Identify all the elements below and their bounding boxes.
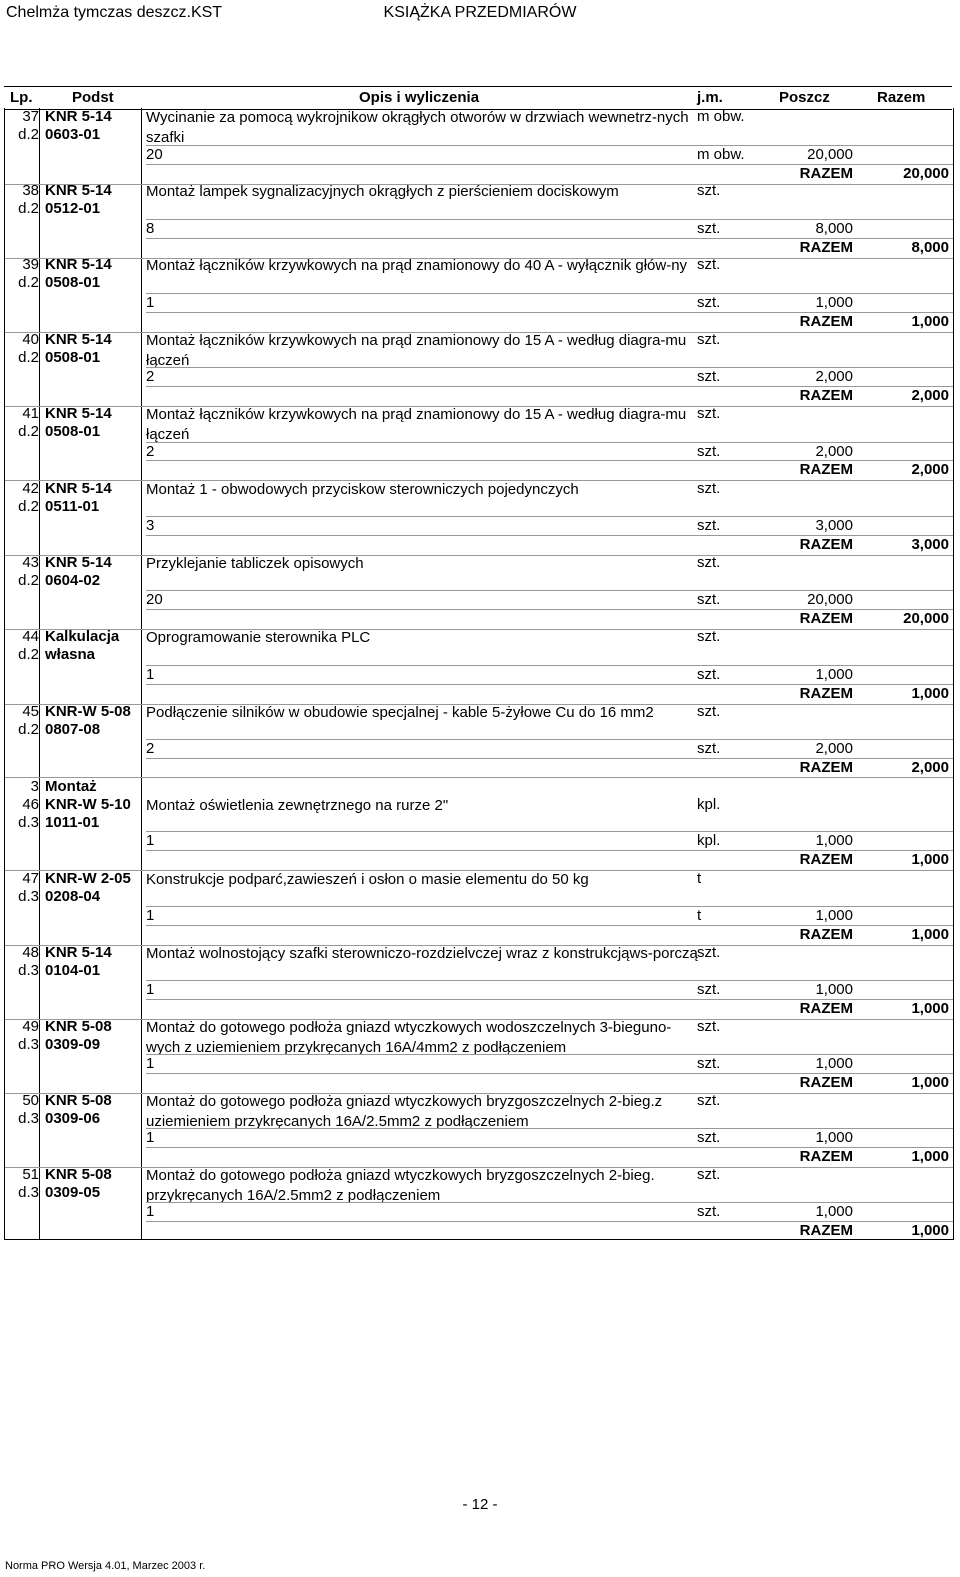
- item-description: Podłączenie silników w obudowie specjalnej - kable 5-żyłowe Cu do 16 mm2: [146, 704, 654, 721]
- quantity-unit: szt.: [697, 517, 721, 534]
- basis-number: 0104-01: [45, 962, 101, 979]
- razem-value: 1,000: [911, 1148, 949, 1165]
- basis-code: Kalkulacja: [45, 628, 120, 645]
- basis-number: 0508-01: [45, 274, 101, 291]
- table-body: [4, 108, 954, 1240]
- basis-code: KNR 5-14: [45, 108, 112, 125]
- section-label: Montaż: [45, 778, 97, 795]
- razem-label: RAZEM: [799, 1074, 853, 1091]
- item-unit: szt.: [697, 628, 721, 645]
- page-number: - 12 -: [462, 1496, 498, 1513]
- basis-number: 0208-04: [45, 888, 101, 905]
- razem-value: 2,000: [911, 387, 949, 404]
- row-divider: [146, 516, 953, 517]
- item-number: 46: [22, 796, 39, 813]
- item-description: Montaż do gotowego podłoża gniazd wtyczkowych wodoszczelnych 3-bieguno-wych z uziemieniem przykręcanych 16A/4mm2 z podłączeniem: [146, 1019, 672, 1056]
- item-number: 42: [22, 480, 39, 497]
- quantity-value: 3,000: [815, 517, 853, 534]
- basis-code: KNR 5-08: [45, 1018, 112, 1035]
- quantity-expression: 2: [146, 443, 155, 460]
- quantity-expression: 1: [146, 666, 155, 683]
- item-unit: szt.: [697, 405, 721, 422]
- section-number: 3: [30, 778, 39, 795]
- razem-label: RAZEM: [799, 1148, 853, 1165]
- item-subsection: d.3: [18, 1184, 39, 1201]
- row-divider: [146, 1128, 953, 1129]
- basis-code: KNR 5-14: [45, 182, 112, 199]
- column-divider: [141, 108, 142, 1239]
- item-subsection: d.2: [18, 646, 39, 663]
- basis-number: 0604-02: [45, 572, 101, 589]
- quantity-value: 1,000: [815, 1203, 853, 1220]
- item-unit: szt.: [697, 480, 721, 497]
- row-divider: [146, 1073, 953, 1074]
- item-description: Montaż oświetlenia zewnętrznego na rurze 2": [146, 797, 449, 814]
- row-divider: [146, 850, 953, 851]
- quantity-value: 1,000: [815, 294, 853, 311]
- column-header-row: [4, 86, 952, 110]
- quantity-unit: szt.: [697, 294, 721, 311]
- quantity-unit: t: [697, 907, 702, 924]
- item-number: 41: [22, 405, 39, 422]
- basis-code: KNR 5-08: [45, 1092, 112, 1109]
- item-subsection: d.2: [18, 572, 39, 589]
- quantity-value: 1,000: [815, 1055, 853, 1072]
- quantity-unit: szt.: [697, 981, 721, 998]
- basis-code: KNR-W 5-10: [45, 796, 131, 813]
- item-unit: szt.: [697, 703, 721, 720]
- razem-value: 1,000: [911, 685, 949, 702]
- basis-code: KNR 5-08: [45, 1166, 112, 1183]
- item-description: Oprogramowanie sterownika PLC: [146, 629, 371, 646]
- item-subsection: d.2: [18, 126, 39, 143]
- item-subsection: d.3: [18, 962, 39, 979]
- quantity-value: 2,000: [815, 740, 853, 757]
- quantity-unit: szt.: [697, 591, 721, 608]
- item-description: Wycinanie za pomocą wykrojnikow okrągłych otworów w drzwiach wewnetrz-nych szafki: [146, 109, 689, 146]
- item-subsection: d.2: [18, 349, 39, 366]
- item-number: 50: [22, 1092, 39, 1109]
- col-jm: j.m.: [697, 89, 723, 106]
- quantity-value: 2,000: [815, 443, 853, 460]
- razem-label: RAZEM: [799, 685, 853, 702]
- item-number: 38: [22, 182, 39, 199]
- item-subsection: d.2: [18, 498, 39, 515]
- row-divider: [146, 1221, 953, 1222]
- row-divider: [146, 1054, 953, 1055]
- razem-value: 1,000: [911, 1000, 949, 1017]
- col-razem: Razem: [877, 89, 926, 106]
- item-description: Konstrukcje podparć,zawieszeń i osłon o masie elementu do 50 kg: [146, 871, 589, 888]
- razem-label: RAZEM: [799, 851, 853, 868]
- quantity-value: 1,000: [815, 981, 853, 998]
- item-unit: m obw.: [697, 108, 745, 125]
- basis-code: KNR-W 5-08: [45, 703, 131, 720]
- item-unit: szt.: [697, 256, 721, 273]
- razem-label: RAZEM: [799, 165, 853, 182]
- col-podst: Podst: [72, 89, 114, 106]
- row-divider: [146, 1147, 953, 1148]
- basis-number: 0512-01: [45, 200, 101, 217]
- quantity-expression: 20: [146, 146, 163, 163]
- basis-number: 0309-05: [45, 1184, 101, 1201]
- razem-label: RAZEM: [799, 926, 853, 943]
- column-divider: [39, 108, 40, 1239]
- quantity-expression: 1: [146, 832, 155, 849]
- razem-value: 1,000: [911, 1222, 949, 1239]
- col-lp: Lp.: [10, 89, 33, 106]
- quantity-unit: szt.: [697, 1203, 721, 1220]
- item-unit: szt.: [697, 182, 721, 199]
- quantity-value: 20,000: [807, 146, 853, 163]
- item-subsection: d.2: [18, 423, 39, 440]
- basis-code: KNR 5-14: [45, 405, 112, 422]
- row-divider: [146, 925, 953, 926]
- row-divider: [146, 906, 953, 907]
- row-divider: [146, 145, 953, 146]
- quantity-value: 1,000: [815, 666, 853, 683]
- basis-number: 0807-08: [45, 721, 101, 738]
- razem-label: RAZEM: [799, 461, 853, 478]
- quantity-expression: 1: [146, 1129, 155, 1146]
- basis-code: KNR 5-14: [45, 256, 112, 273]
- item-description: Montaż łączników krzywkowych na prąd znamionowy do 15 A - według diagra-mu łączeń: [146, 406, 687, 443]
- quantity-expression: 1: [146, 981, 155, 998]
- row-divider: [146, 386, 953, 387]
- item-description: Montaż lampek sygnalizacyjnych okrągłych z pierścieniem dociskowym: [146, 183, 619, 200]
- row-divider: [146, 535, 953, 536]
- row-divider: [146, 684, 953, 685]
- row-divider: [146, 238, 953, 239]
- basis-number: 1011-01: [45, 814, 100, 831]
- quantity-unit: szt.: [697, 443, 721, 460]
- item-subsection: d.3: [18, 888, 39, 905]
- item-description: Montaż do gotowego podłoża gniazd wtyczkowych bryzgoszczelnych 2-bieg. przykręcanych 16A/2.5mm2 z podłączeniem: [146, 1167, 655, 1204]
- row-divider: [146, 293, 953, 294]
- quantity-unit: szt.: [697, 1129, 721, 1146]
- item-number: 39: [22, 256, 39, 273]
- razem-label: RAZEM: [799, 759, 853, 776]
- razem-label: RAZEM: [799, 1222, 853, 1239]
- basis-number: 0309-09: [45, 1036, 101, 1053]
- basis-number: własna: [45, 646, 96, 663]
- quantity-expression: 1: [146, 1203, 155, 1220]
- row-divider: [146, 831, 953, 832]
- item-description: Montaż łączników krzywkowych na prąd znamionowy do 40 A - wyłącznik głów-ny: [146, 257, 688, 274]
- item-subsection: d.3: [18, 1036, 39, 1053]
- item-subsection: d.2: [18, 200, 39, 217]
- quantity-unit: szt.: [697, 1055, 721, 1072]
- quantity-value: 20,000: [807, 591, 853, 608]
- item-description: Montaż wolnostojący szafki sterowniczo-rozdzielvczej wraz z konstrukcjąws-porczą: [146, 945, 698, 962]
- razem-label: RAZEM: [799, 610, 853, 627]
- item-unit: t: [697, 870, 702, 887]
- razem-label: RAZEM: [799, 313, 853, 330]
- razem-value: 1,000: [911, 1074, 949, 1091]
- item-unit: szt.: [697, 1166, 721, 1183]
- quantity-expression: 20: [146, 591, 163, 608]
- razem-value: 20,000: [903, 610, 949, 627]
- basis-code: KNR 5-14: [45, 944, 112, 961]
- col-opis: Opis i wyliczenia: [359, 89, 480, 106]
- razem-value: 1,000: [911, 313, 949, 330]
- quantity-expression: 2: [146, 740, 155, 757]
- item-description: Przyklejanie tabliczek opisowych: [146, 555, 364, 572]
- item-number: 47: [22, 870, 39, 887]
- row-divider: [146, 758, 953, 759]
- razem-value: 1,000: [911, 851, 949, 868]
- quantity-value: 1,000: [815, 907, 853, 924]
- razem-value: 8,000: [911, 239, 949, 256]
- quantity-unit: szt.: [697, 740, 721, 757]
- row-divider: [146, 460, 953, 461]
- row-divider: [146, 442, 953, 443]
- basis-number: 0508-01: [45, 423, 101, 440]
- quantity-unit: szt.: [697, 368, 721, 385]
- item-unit: szt.: [697, 331, 721, 348]
- item-subsection: d.3: [18, 814, 39, 831]
- quantity-expression: 1: [146, 907, 155, 924]
- item-number: 48: [22, 944, 39, 961]
- item-number: 40: [22, 331, 39, 348]
- razem-label: RAZEM: [799, 1000, 853, 1017]
- quantity-expression: 1: [146, 1055, 155, 1072]
- book-title: KSIĄŻKA PRZEDMIARÓW: [383, 4, 577, 21]
- razem-value: 20,000: [903, 165, 949, 182]
- basis-number: 0309-06: [45, 1110, 101, 1127]
- basis-code: KNR 5-14: [45, 480, 112, 497]
- row-divider: [146, 219, 953, 220]
- item-number: 43: [22, 554, 39, 571]
- item-unit: szt.: [697, 1018, 721, 1035]
- item-description: Montaż do gotowego podłoża gniazd wtyczkowych bryzgoszczelnych 2-bieg.z uziemieniem przykręcanych 16A/2.5mm2 z podłączeniem: [146, 1093, 663, 1130]
- item-number: 51: [22, 1166, 39, 1183]
- razem-label: RAZEM: [799, 239, 853, 256]
- quantity-expression: 1: [146, 294, 155, 311]
- row-divider: [146, 665, 953, 666]
- razem-value: 3,000: [911, 536, 949, 553]
- row-divider: [146, 980, 953, 981]
- item-subsection: d.2: [18, 721, 39, 738]
- quantity-unit: szt.: [697, 666, 721, 683]
- quantity-unit: kpl.: [697, 832, 721, 849]
- row-divider: [146, 1202, 953, 1203]
- item-subsection: d.2: [18, 274, 39, 291]
- basis-code: KNR 5-14: [45, 331, 112, 348]
- row-divider: [146, 999, 953, 1000]
- item-unit: kpl.: [697, 796, 721, 813]
- basis-code: KNR-W 2-05: [45, 870, 131, 887]
- row-divider: [146, 164, 953, 165]
- footer-version: Norma PRO Wersja 4.01, Marzec 2003 r.: [5, 1560, 206, 1572]
- row-divider: [146, 739, 953, 740]
- item-subsection: d.3: [18, 1110, 39, 1127]
- basis-number: 0511-01: [45, 498, 100, 515]
- row-divider: [146, 590, 953, 591]
- quantity-expression: 3: [146, 517, 155, 534]
- quantity-value: 1,000: [815, 832, 853, 849]
- basis-number: 0603-01: [45, 126, 101, 143]
- item-unit: szt.: [697, 944, 721, 961]
- razem-value: 2,000: [911, 759, 949, 776]
- razem-value: 2,000: [911, 461, 949, 478]
- item-description: Montaż 1 - obwodowych przyciskow sterowniczych pojedynczych: [146, 481, 579, 498]
- quantity-value: 1,000: [815, 1129, 853, 1146]
- row-divider: [146, 609, 953, 610]
- item-number: 44: [22, 628, 39, 645]
- quantity-expression: 8: [146, 220, 155, 237]
- quantity-unit: szt.: [697, 220, 721, 237]
- row-divider: [146, 367, 953, 368]
- razem-label: RAZEM: [799, 536, 853, 553]
- quantity-unit: m obw.: [697, 146, 745, 163]
- basis-code: KNR 5-14: [45, 554, 112, 571]
- entry-separator: [5, 777, 953, 778]
- quantity-expression: 2: [146, 368, 155, 385]
- row-divider: [146, 312, 953, 313]
- item-number: 49: [22, 1018, 39, 1035]
- item-unit: szt.: [697, 1092, 721, 1109]
- item-description: Montaż łączników krzywkowych na prąd znamionowy do 15 A - według diagra-mu łączeń: [146, 332, 687, 369]
- quantity-value: 2,000: [815, 368, 853, 385]
- document-title: Chelmża tymczas deszcz.KST: [6, 4, 223, 21]
- item-number: 45: [22, 703, 39, 720]
- item-unit: szt.: [697, 554, 721, 571]
- basis-number: 0508-01: [45, 349, 101, 366]
- razem-value: 1,000: [911, 926, 949, 943]
- quantity-value: 8,000: [815, 220, 853, 237]
- item-number: 37: [22, 108, 39, 125]
- razem-label: RAZEM: [799, 387, 853, 404]
- col-poszcz: Poszcz: [779, 89, 830, 106]
